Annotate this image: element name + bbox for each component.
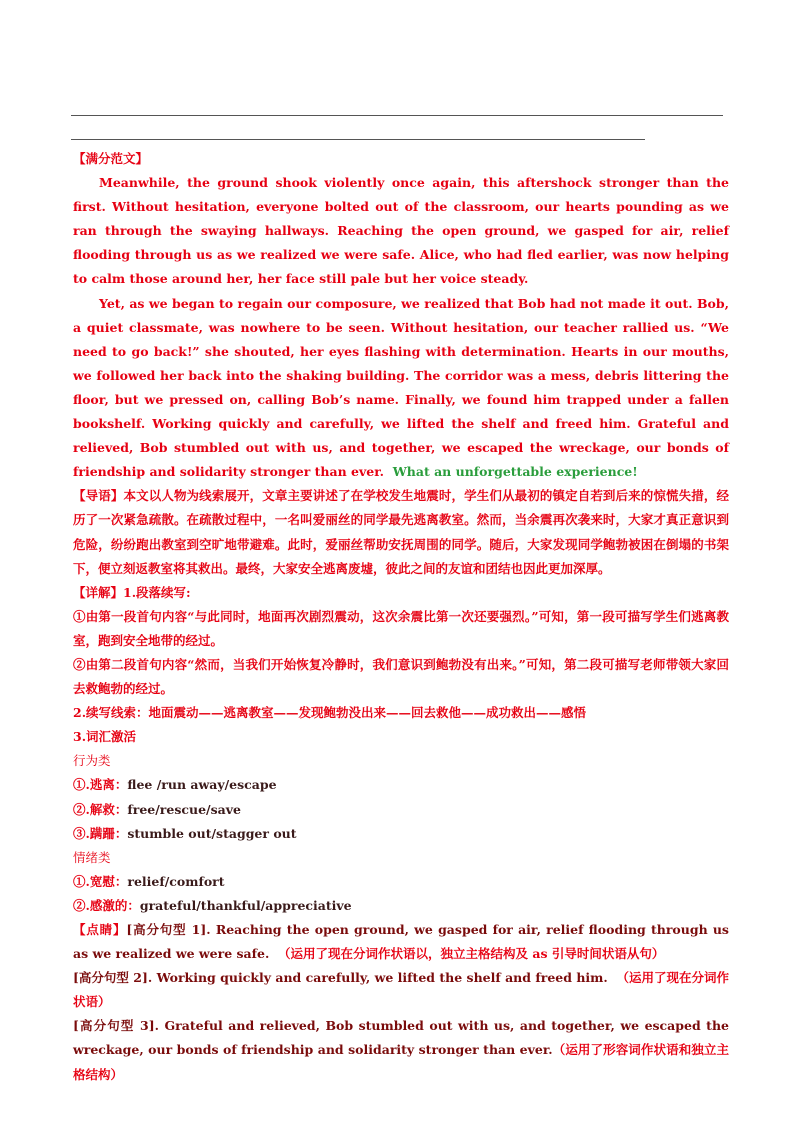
highlight-sentence: . Grateful and relieved, Bob stumbled out with us, and together, we escaped the wreckage, our bonds of friendship and solidarity stronger than ever. xyxy=(73,1018,729,1058)
vocab-item xyxy=(73,894,729,918)
vocab-item-words: grateful/thankful/appreciative xyxy=(139,897,352,913)
vocab-item xyxy=(73,773,729,797)
vocab-item-words: free/rescue/save xyxy=(127,801,241,817)
vocab-item-label: ③.蹒跚： xyxy=(73,825,128,841)
highlight-sentence: . Reaching the open ground, we gasped for air, relief flooding through us as we realized we were safe. xyxy=(73,922,729,962)
vocab-item xyxy=(73,870,729,894)
highlight-sentence: . Working quickly and carefully, we lifted the shelf and freed him. xyxy=(147,970,608,986)
model-paragraph-2 xyxy=(73,292,729,485)
vocab-item-label: ①.逃离： xyxy=(73,777,128,793)
highlight-label: [高分句型 2] xyxy=(73,970,148,986)
highlight-label: [高分句型 1] xyxy=(126,922,207,937)
model-ending-sentence: What an unforgettable experience! xyxy=(392,464,638,480)
detail-item-1: ①由第一段首句内容“与此同时，地面再次剧烈震动，这次余震比第一次还要强烈。”可知，第一段可描写学生们逃离教室，跑到安全地带的经过。 xyxy=(73,608,729,648)
document-body xyxy=(73,147,729,1087)
highlight-label: [高分句型 3] xyxy=(73,1018,155,1034)
highlight-note: （运用了现在分词作状语以，独立主格结构及 as 引导时间状语从句） xyxy=(278,946,665,962)
highlight-note: （运用了现在分词作状语） xyxy=(73,970,729,1010)
model-paragraph-2-text: Yet, as we began to regain our composure, we realized that Bob had not made it out. Bob, a quiet classmate, was nowhere to be seen. Without hesitation, our teacher rallied us. “We need to go back!” she shouted, her eyes flashing with determination. Hearts in our mouths, we followed her back into the shaking building. The corridor was a mess, debris littering the floor, but we pressed on, calling Bob’s name. Finally, we found him trapped under a fallen bookshelf. Working quickly and carefully, we lifted the shelf and freed him. Grateful and relieved, Bob stumbled out with us, and together, we escaped the wreckage, our bonds of friendship and solidarity stronger than ever. xyxy=(73,295,729,480)
highlight-2 xyxy=(73,966,729,1014)
highlight-tag: 【点睛】 xyxy=(73,922,127,937)
model-paragraph-1: Meanwhile, the ground shook violently once again, this aftershock stronger than the first. Without hesitation, everyone bolted out of the classroom, our hearts pounding as we ran through the swaying hallways. Reaching the open ground, we gasped for air, relief flooding through us as we realized we were safe. Alice, who had fled earlier, was now helping to calm those around her, her face still pale but her voice steady. xyxy=(73,175,729,287)
vocab-item-words: stumble out/stagger out xyxy=(127,825,297,841)
highlight-3 xyxy=(73,1014,729,1086)
vocab-item-label: ①.宽慰： xyxy=(73,873,128,889)
vocab-group-name: 行为类 xyxy=(73,753,111,769)
vocab-item xyxy=(73,822,729,846)
vocab-item-label: ②.感激的： xyxy=(73,897,140,913)
vocab-title: 3.词汇激活 xyxy=(73,729,137,745)
clue-line: 2.续写线索：地面震动——逃离教室——发现鲍勃没出来——回去救他——成功救出——感悟 xyxy=(73,705,587,721)
detail-title: 【详解】1.段落续写: xyxy=(73,584,191,600)
detail-item-2: ②由第二段首句内容“然而，当我们开始恢复冷静时，我们意识到鲍勃没有出来。”可知，第二段可描写老师带领大家回去救鲍勃的经过。 xyxy=(73,656,729,697)
guide-paragraph: 【导语】本文以人物为线索展开，文章主要讲述了在学校发生地震时，学生们从最初的镇定自若到后来的惊慌失措，经历了一次紧急疏散。在疏散过程中，一名叫爱丽丝的同学最先逃离教室。然而，当余震再次袭来时，大家才真正意识到危险，纷纷跑出教室到空旷地带避难。此时，爱丽丝帮助安抚周围的同学。随后，大家发现同学鲍勃被困在倒塌的书架下，便立刻返教室将其救出。最终，大家安全逃离废墟，彼此之间的友谊和团结也因此更加深厚。 xyxy=(73,488,729,576)
top-rule-1 xyxy=(71,115,723,116)
vocab-item xyxy=(73,798,729,822)
model-essay-heading: 【满分范文】 xyxy=(73,151,149,166)
highlight-note: （运用了形容词作状语和独立主格结构） xyxy=(73,1042,729,1082)
highlight-1 xyxy=(73,918,729,966)
vocab-item-label: ②.解救： xyxy=(73,801,128,817)
vocab-group-name: 情绪类 xyxy=(73,849,111,865)
vocab-item-words: relief/comfort xyxy=(127,873,225,889)
vocab-item-words: flee /run away/escape xyxy=(127,777,277,793)
top-rule-2 xyxy=(71,139,645,140)
